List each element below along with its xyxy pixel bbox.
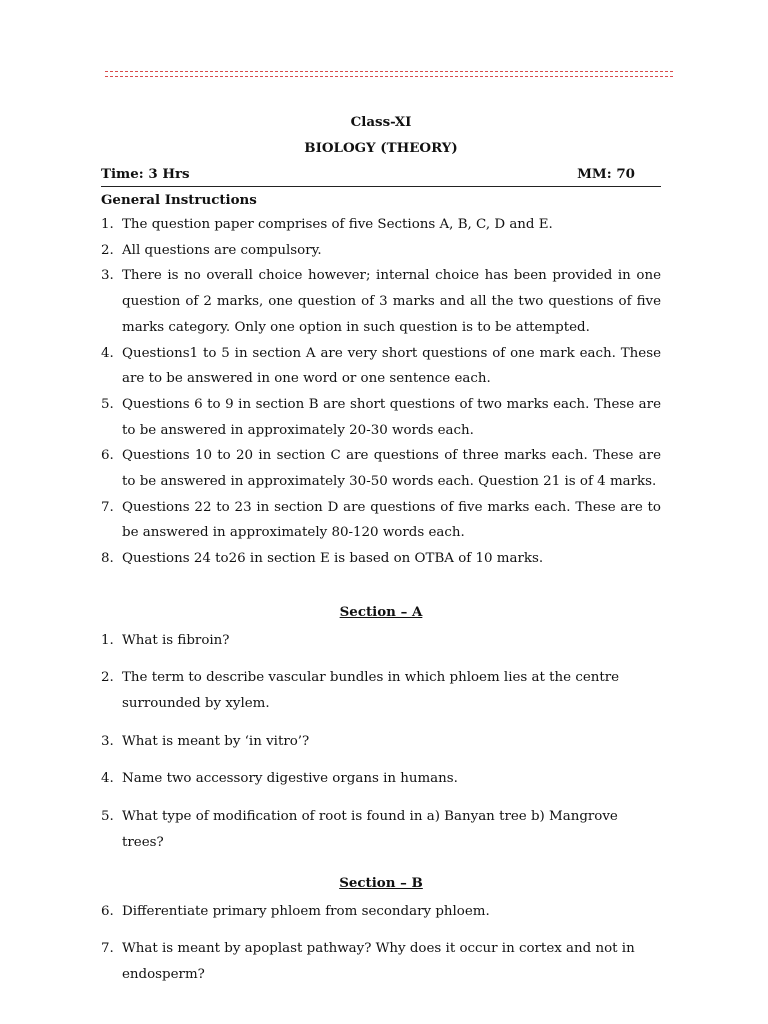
question-item	[101, 729, 661, 755]
item-number: 8.	[101, 551, 114, 567]
time-allowed: Time: 3 Hrs	[101, 166, 190, 182]
item-number: 2.	[101, 242, 114, 258]
paper-content	[101, 112, 661, 988]
question-item	[101, 766, 661, 792]
item-text: All questions are compulsory.	[122, 242, 322, 258]
question-number: 2.	[101, 670, 114, 686]
section-a-questions	[101, 628, 661, 856]
item-number: 1.	[101, 217, 114, 232]
item-number: 4.	[101, 345, 114, 361]
section-b-questions	[101, 899, 661, 989]
item-text: The question paper comprises of five Sections A, B, C, D and E.	[122, 217, 553, 232]
question-item	[101, 665, 661, 717]
max-marks: MM: 70	[577, 166, 635, 182]
item-text: Questions 6 to 9 in section B are short questions of two marks each. These are to be answered in approximately 20-30 words each.	[122, 396, 661, 438]
question-item	[101, 804, 661, 856]
class-label: Class-XI	[350, 114, 412, 130]
question-text: What type of modification of root is found in a) Banyan tree b) Mangrove trees?	[122, 808, 618, 850]
question-number: 7.	[101, 941, 114, 957]
header-decorative-rule	[105, 71, 673, 77]
instruction-item	[101, 212, 661, 238]
question-text: What is meant by apoplast pathway? Why does it occur in cortex and not in endosperm?	[122, 941, 635, 983]
item-number: 5.	[101, 396, 114, 412]
item-number: 3.	[101, 268, 114, 284]
question-item	[101, 899, 661, 925]
instruction-item	[101, 443, 661, 494]
item-text: Questions1 to 5 in section A are very short questions of one mark each. These are to be answered in one word or one sentence each.	[122, 345, 661, 387]
item-text: There is no overall choice however; internal choice has been provided in one question of 2 marks, one question of 3 marks and all the two questions of five marks category. Only one option in such question is to be attempted.	[122, 268, 661, 335]
instruction-item	[101, 263, 661, 340]
question-text: Name two accessory digestive organs in humans.	[122, 771, 458, 787]
subject-title: BIOLOGY (THEORY)	[304, 140, 458, 156]
item-number: 7.	[101, 499, 114, 515]
item-text: Questions 24 to26 in section E is based on OTBA of 10 marks.	[122, 551, 544, 567]
question-text: Differentiate primary phloem from secondary phloem.	[122, 903, 490, 919]
instruction-item	[101, 238, 661, 264]
question-number: 5.	[101, 808, 114, 824]
instruction-item	[101, 495, 661, 546]
section-b-heading: Section – B	[339, 874, 423, 891]
section-a-heading: Section – A	[339, 603, 423, 620]
item-text: Questions 10 to 20 in section C are questions of three marks each. These are to be answered in approximately 30-50 words each. Question 21 is of 4 marks.	[122, 448, 661, 490]
item-text: Questions 22 to 23 in section D are questions of five marks each. These are to be answered in approximately 80-120 words each.	[122, 499, 661, 541]
question-number: 1.	[101, 632, 114, 648]
question-number: 6.	[101, 903, 114, 919]
instructions-list	[101, 212, 661, 572]
question-text: The term to describe vascular bundles in which phloem lies at the centre surrounded by xylem.	[122, 670, 620, 712]
instruction-item	[101, 392, 661, 443]
item-number: 6.	[101, 448, 114, 464]
question-text: What is meant by ‘in vitro’?	[122, 733, 310, 749]
question-number: 4.	[101, 771, 114, 787]
instruction-item	[101, 341, 661, 392]
question-number: 3.	[101, 733, 114, 749]
instruction-item	[101, 546, 661, 572]
question-item	[101, 936, 661, 988]
question-item	[101, 628, 661, 654]
general-instructions-title: General Instructions	[101, 192, 257, 208]
question-text: What is fibroin?	[122, 632, 230, 648]
time-marks-row	[101, 164, 661, 187]
